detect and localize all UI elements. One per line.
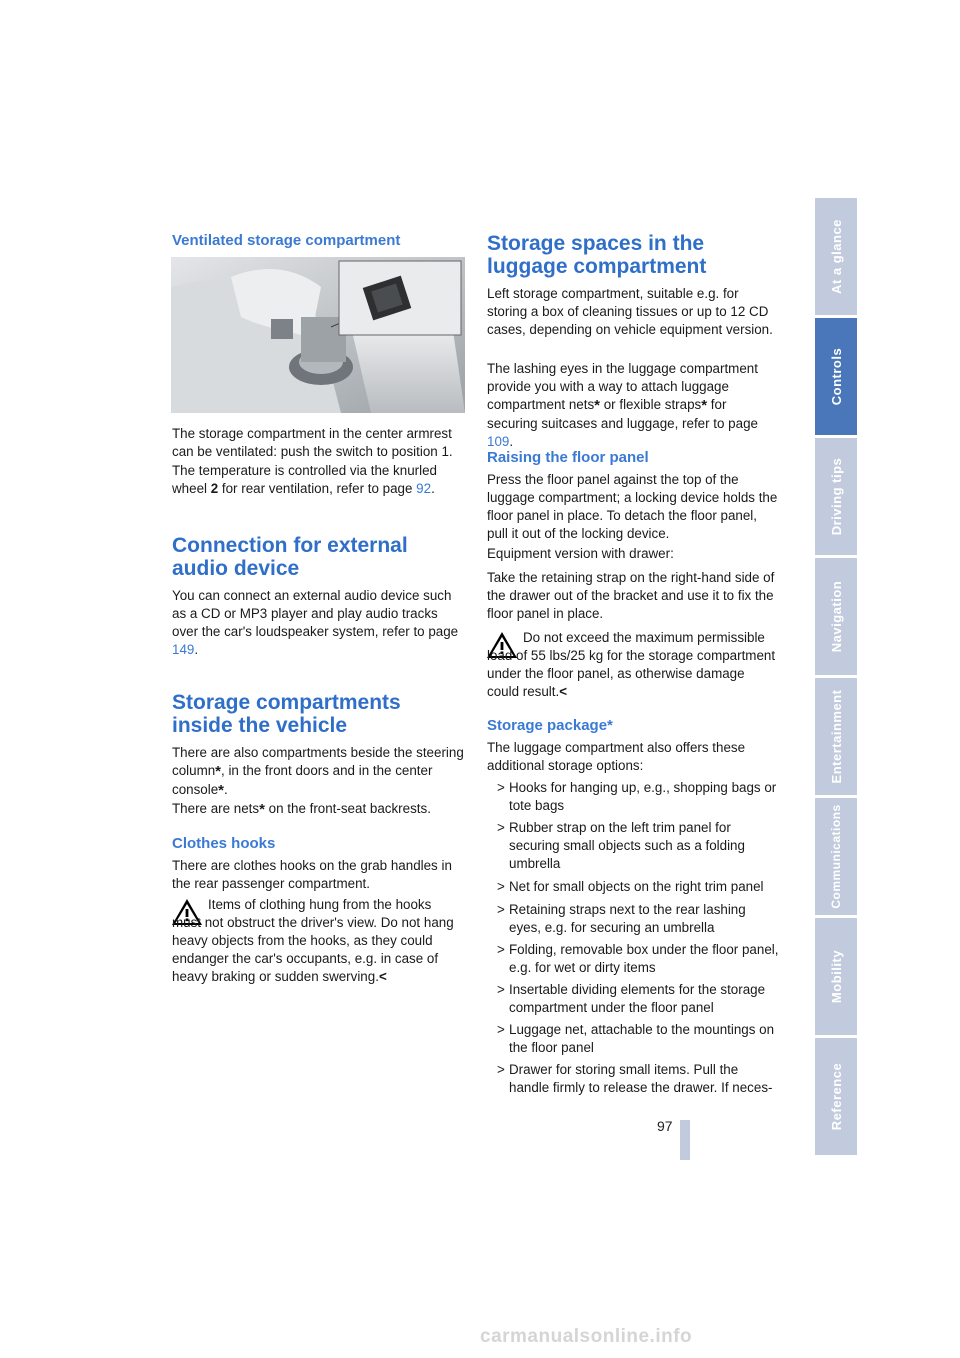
page-link-92[interactable]: 92 — [416, 481, 432, 496]
tab-controls[interactable]: Controls — [815, 318, 857, 435]
luggage-paragraph-2: The lashing eyes in the luggage compartment provide you with a way to attach luggage compartment nets* or flexible straps* for securing suitcases and luggage, refer to page 109. — [487, 361, 758, 449]
clothes-hooks-heading: Clothes hooks — [172, 835, 276, 852]
tab-mobility[interactable]: Mobility — [815, 918, 857, 1035]
ventilated-paragraph-1: The storage compartment in the center armrest can be ventilated: push the switch to position 1. — [172, 426, 453, 459]
tab-navigation[interactable]: Navigation — [815, 558, 857, 675]
tab-communications[interactable]: Communications — [815, 798, 857, 915]
tab-at-a-glance[interactable]: At a glance — [815, 198, 857, 315]
ventilated-storage-heading: Ventilated storage compartment — [172, 232, 401, 249]
storage-package-paragraph: The luggage compartment also offers these additional storage options: — [487, 740, 746, 773]
ventilated-paragraph-2: The temperature is controlled via the knurled wheel 2 for rear ventilation, refer to page 92. — [172, 463, 437, 496]
storage-package-heading: Storage package* — [487, 717, 613, 734]
floor-warning-text: Do not exceed the maximum permissible load of 55 lbs/25 kg for the storage compartment under the floor panel, as otherwise damage could result.< — [487, 630, 776, 699]
storage-inside-paragraph: There are also compartments beside the steering column*, in the front doors and in the center console*. There are nets* on the front-seat backrests. — [172, 745, 464, 818]
floor-panel-paragraph-1: Press the floor panel against the top of the luggage compartment; a locking device holds the floor panel in place. To detach the floor panel, pull it out of the locking device. — [487, 472, 778, 541]
page-number-bar — [680, 1120, 690, 1160]
tab-driving-tips[interactable]: Driving tips — [815, 438, 857, 555]
connection-paragraph: You can connect an external audio device such as a CD or MP3 player and play audio tracks over the car's loudspeaker system, refer to page 149. — [172, 588, 459, 657]
storage-inside-heading: Storage compartments inside the vehicle — [172, 691, 401, 737]
page-link-109[interactable]: 109 — [487, 434, 510, 449]
armrest-compartment-photo — [171, 257, 465, 413]
floor-panel-paragraph-3: Take the retaining strap on the right-hand side of the drawer out of the bracket and use it to fix the floor panel in place. — [487, 570, 775, 621]
floor-panel-paragraph-2: Equipment version with drawer: — [487, 546, 674, 561]
luggage-storage-heading: Storage spaces in the luggage compartment — [487, 232, 707, 278]
luggage-paragraph-1: Left storage compartment, suitable e.g. for storing a box of cleaning tissues or up to 12 CD cases, depending on vehicle equipment version. — [487, 286, 773, 337]
tab-reference[interactable]: Reference — [815, 1038, 857, 1155]
tab-entertainment[interactable]: Entertainment — [815, 678, 857, 795]
armrest-illustration — [171, 257, 465, 413]
page-number: 97 — [657, 1118, 673, 1134]
watermark: carmanualsonline.info — [480, 1326, 693, 1347]
clothes-warning-text: Items of clothing hung from the hooks must not obstruct the driver's view. Do not hang heavy objects from the hooks, as they could endanger the car's occupants, e.g. in case of heavy braking or sudden swerving.< — [172, 897, 454, 984]
clothes-hooks-paragraph: There are clothes hooks on the grab handles in the rear passenger compartment. — [172, 858, 452, 891]
page-link-149[interactable]: 149 — [172, 642, 195, 657]
floor-panel-heading: Raising the floor panel — [487, 449, 649, 466]
connection-heading: Connection for external audio device — [172, 534, 408, 580]
